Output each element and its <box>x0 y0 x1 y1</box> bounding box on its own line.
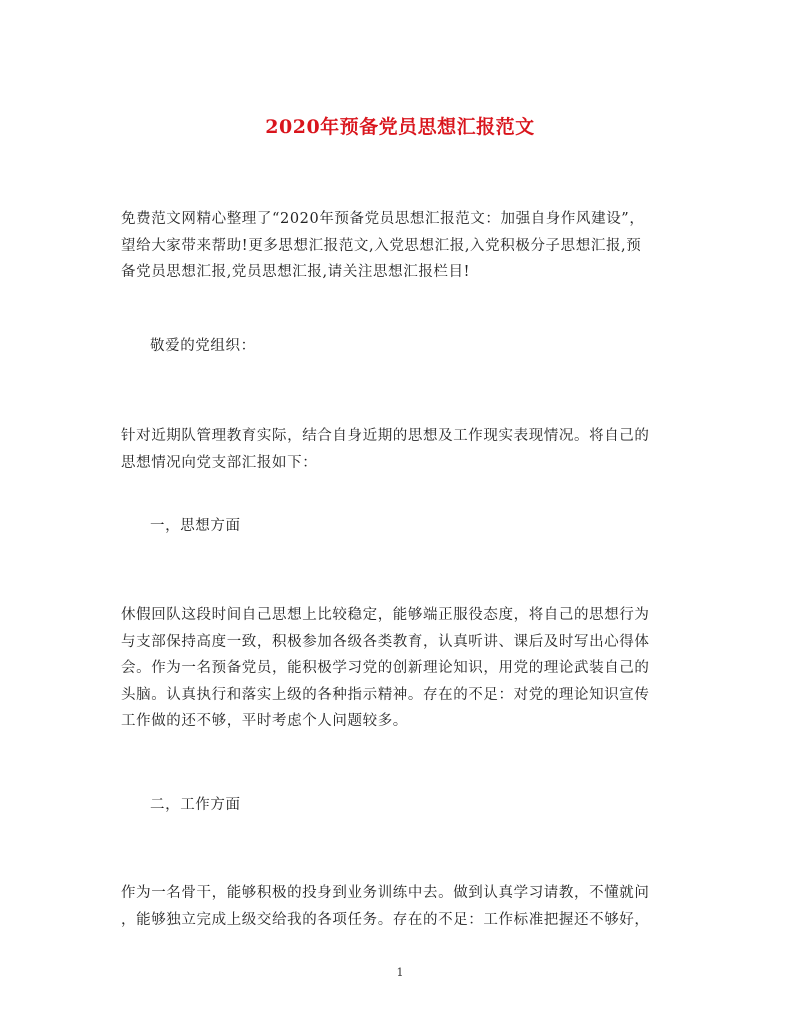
salutation: 敬爱的党组织： <box>150 338 256 354</box>
section1-line: 头脑。认真执行和落实上级的各种指示精神。存在的不足：对党的理论知识宣传 <box>121 686 650 703</box>
section1-line: 会。作为一名预备党员，能积极学习党的创新理论知识，用党的理论武装自己的 <box>121 660 650 676</box>
opening-line: 针对近期队管理教育实际，结合自身近期的思想及工作现实表现情况。将自己的 <box>121 428 650 444</box>
intro-line: 望给大家带来帮助!更多思想汇报范文,入党思想汇报,入党积极分子思想汇报,预 <box>121 237 642 254</box>
section2-paragraph <box>121 880 681 933</box>
opening-paragraph <box>121 423 681 476</box>
section2-line: 作为一名骨干，能够积极的投身到业务训练中去。做到认真学习请教，不懂就问 <box>121 885 650 901</box>
section2-line: ，能够独立完成上级交给我的各项任务。存在的不足：工作标准把握还不够好， <box>121 911 650 928</box>
section2-heading: 二，工作方面 <box>150 797 241 813</box>
section1-line: 与支部保持高度一致，积极参加各级各类教育，认真听讲、课后及时写出心得体 <box>121 633 650 650</box>
page-number: 1 <box>396 966 404 979</box>
section1-heading: 一，思想方面 <box>150 518 241 534</box>
intro-line: 免费范文网精心整理了“2020年预备党员思想汇报范文：加强自身作风建设”， <box>121 211 645 227</box>
opening-line: 思想情况向党支部汇报如下： <box>121 454 318 471</box>
document-title: 2020年预备党员思想汇报范文 <box>265 116 535 138</box>
section1-paragraph <box>121 602 681 735</box>
intro-paragraph <box>121 206 681 286</box>
section1-line: 工作做的还不够，平时考虑个人问题较多。 <box>121 713 408 729</box>
intro-line: 备党员思想汇报,党员思想汇报,请关注思想汇报栏目! <box>121 264 471 280</box>
section1-line: 休假回队这段时间自己思想上比较稳定，能够端正服役态度，将自己的思想行为 <box>121 607 650 623</box>
